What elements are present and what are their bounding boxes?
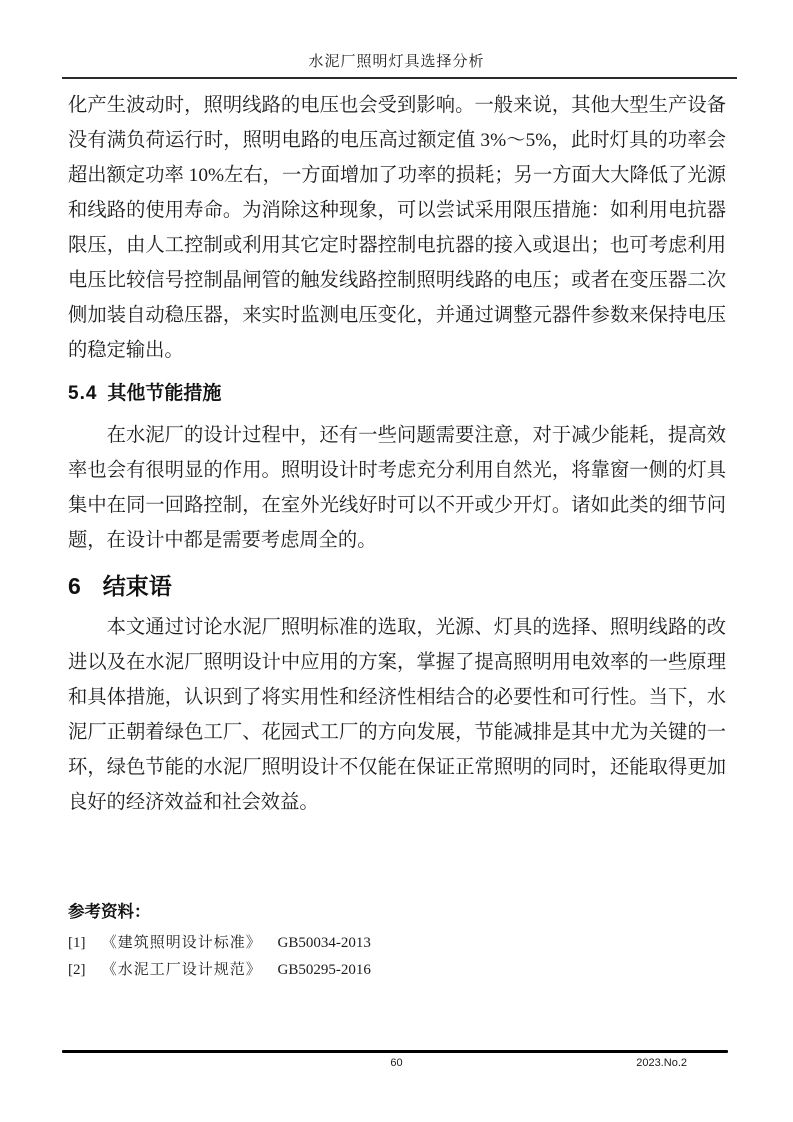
reference-item — [68, 930, 726, 957]
paragraph-other-measures: 在水泥厂的设计过程中，还有一些问题需要注意，对于减少能耗，提高效率也会有很明显的作用。照明设计时考虑充分利用自然光，将靠窗一侧的灯具集中在同一回路控制，在室外光线好时可以不开或少开灯。诸如此类的细节问题，在设计中都是需要考虑周全的。 — [68, 425, 726, 551]
section-number: 5.4 — [68, 383, 98, 404]
body-text — [68, 88, 726, 820]
reference-title: 《水泥工厂设计规范》 — [101, 962, 262, 978]
footer-rule — [62, 1050, 728, 1053]
page-number: 60 — [390, 1057, 403, 1069]
references-heading: 参考资料： — [68, 903, 151, 921]
reference-index: [1] — [68, 935, 86, 951]
issue-label: 2023.No.2 — [636, 1057, 687, 1069]
reference-item — [68, 957, 726, 984]
reference-code: GB50295-2016 — [277, 962, 371, 978]
reference-code: GB50034-2013 — [277, 935, 371, 951]
paragraph-conclusion: 本文通过讨论水泥厂照明标准的选取，光源、灯具的选择、照明线路的改进以及在水泥厂照明设计中应用的方案，掌握了提高照明用电效率的一些原理和具体措施，认识到了将实用性和经济性相结合的必要性和可行性。当下，水泥厂正朝着绿色工厂、花园式工厂的方向发展，节能减排是其中尤为关键的一环，绿色节能的水泥厂照明设计不仅能在保证正常照明的同时，还能取得更加良好的经济效益和社会效益。 — [68, 617, 726, 813]
reference-title: 《建筑照明设计标准》 — [101, 935, 262, 951]
section-number: 6 — [68, 573, 81, 599]
running-header-title: 水泥厂照明灯具选择分析 — [308, 54, 485, 70]
section-title: 其他节能措施 — [107, 383, 222, 404]
section-heading-5-4 — [68, 378, 726, 410]
section-heading-6 — [68, 568, 726, 604]
paragraph-continuation: 化产生波动时，照明线路的电压也会受到影响。一般来说，其他大型生产设备没有满负荷运行时，照明电路的电压高过额定值 3%～5%，此时灯具的功率会超出额定功率 10%左右，一方面增加了功率的损耗；另一方面大大降低了光源和线路的使用寿命。为消除这种现象，可以尝试采用限压措施：如利用电抗器限压，由人工控制或利用其它定时器控制电抗器的接入或退出；也可考虑利用电压比较信号控制晶闸管的触发线路控制照明线路的电压；或者在变压器二次侧加装自动稳压器，来实时监测电压变化，并通过调整元器件参数来保持电压的稳定输出。 — [68, 95, 726, 361]
reference-index: [2] — [68, 962, 86, 978]
references-section — [68, 900, 726, 984]
header-rule — [62, 77, 737, 79]
section-title: 结束语 — [102, 573, 172, 599]
